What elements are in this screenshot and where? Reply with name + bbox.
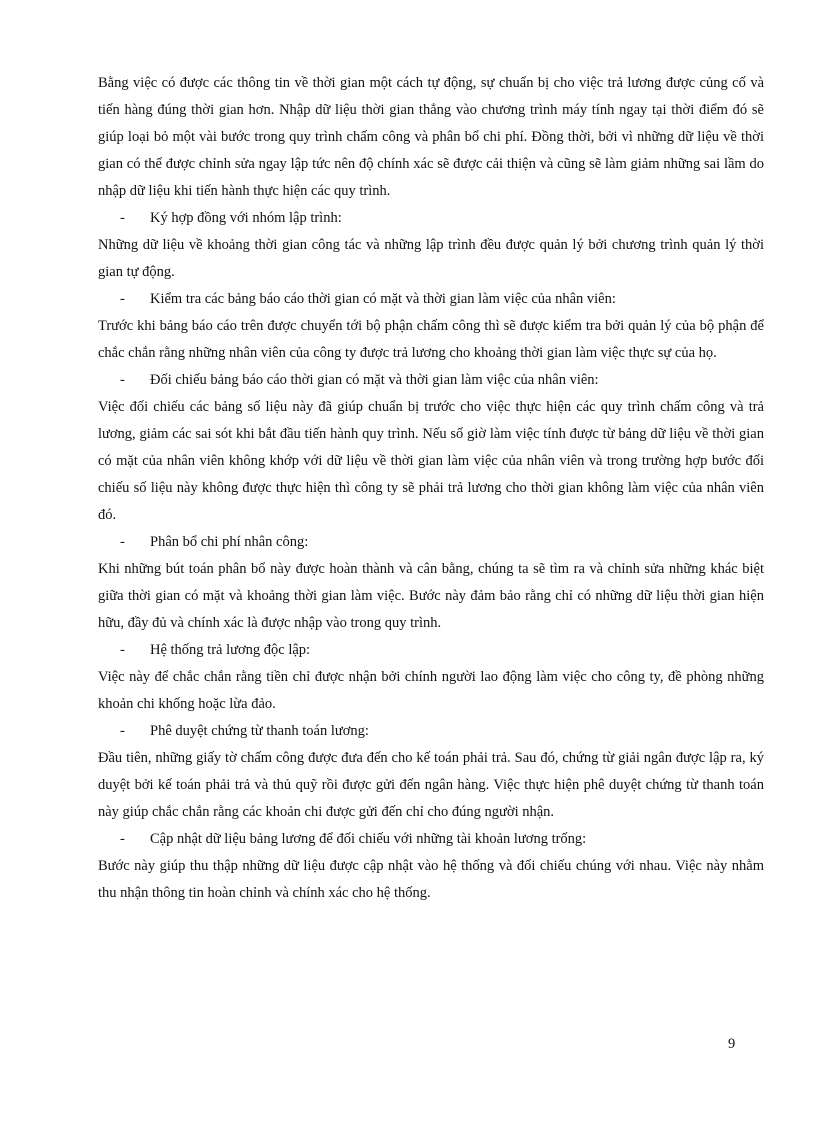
paragraph: Những dữ liệu về khoảng thời gian công tác và những lập trình đều được quản lý bởi chương trình quản lý thời gian tự động. [98,237,764,280]
paragraph: Khi những bút toán phân bổ này được hoàn thành và cân bằng, chúng ta sẽ tìm ra và chỉnh sửa những khác biệt giữa thời gian có mặt và khoảng thời gian làm việc. Bước này đảm bảo rằng chỉ có những dữ liệu thời gian hiện hữu, đầy đủ và chính xác là được nhập vào trong quy trình. [98,561,764,631]
bullet-text: Ký hợp đồng với nhóm lập trình: [150,210,342,226]
bullet-independent-payroll [98,637,764,664]
paragraph: Trước khi bảng báo cáo trên được chuyển tới bộ phận chấm công thì sẽ được kiểm tra bởi quản lý của bộ phận để chắc chắn rằng những nhân viên của công ty được trả lương cho khoảng thời gian làm việc thực sự của họ. [98,318,764,361]
paragraph-intro: Bằng việc có được các thông tin về thời gian một cách tự động, sự chuẩn bị cho việc trả lương được củng cố và tiến hàng đúng thời gian hơn. Nhập dữ liệu thời gian thẳng vào chương trình máy tính ngay tại thời điểm đó sẽ giúp loại bỏ một vài bước trong quy trình chấm công và phân bổ chi phí. Đồng thời, bởi vì những dữ liệu về thời gian có thể được chỉnh sửa ngay lập tức nên độ chính xác sẽ được cải thiện và cũng sẽ làm giảm những sai lầm do nhập dữ liệu khi tiến hành thực hiện các quy trình. [98,75,764,199]
paragraph: Việc đối chiếu các bảng số liệu này đã giúp chuẩn bị trước cho việc thực hiện các quy trình chấm công và trả lương, giảm các sai sót khi bắt đầu tiến hành quy trình. Nếu số giờ làm việc tính được từ bảng dữ liệu về thời gian có mặt của nhân viên không khớp với dữ liệu về thời gian làm việc của nhân viên và trong trường hợp bước đối chiếu số liệu này không được thực hiện thì công ty sẽ phải trả lương cho thời gian không làm việc của nhân viên đó. [98,399,764,523]
bullet-dash: - [120,642,125,658]
bullet-dash: - [120,723,125,739]
bullet-text: Phê duyệt chứng từ thanh toán lương: [150,723,369,739]
paragraph: Bước này giúp thu thập những dữ liệu được cập nhật vào hệ thống và đối chiếu chúng với nhau. Việc này nhằm thu nhận thông tin hoàn chỉnh và chính xác cho hệ thống. [98,858,764,901]
bullet-text: Phân bổ chi phí nhân công: [150,534,309,550]
bullet-dash: - [120,291,125,307]
bullet-dash: - [120,831,125,847]
bullet-text: Đối chiếu bảng báo cáo thời gian có mặt và thời gian làm việc của nhân viên: [150,372,599,388]
bullet-text: Kiểm tra các bảng báo cáo thời gian có mặt và thời gian làm việc của nhân viên: [150,291,616,307]
bullet-contract-programming-team [98,205,764,232]
bullet-dash: - [120,210,125,226]
bullet-dash: - [120,534,125,550]
bullet-approve-payment-vouchers [98,718,764,745]
bullet-reconcile-time-reports [98,367,764,394]
bullet-labor-cost-allocation [98,529,764,556]
paragraph: Đầu tiên, những giấy tờ chấm công được đưa đến cho kế toán phải trả. Sau đó, chứng từ giải ngân được lập ra, ký duyệt bởi kế toán phải trả và thủ quỹ rồi được gửi đến ngân hàng. Việc thực hiện phê duyệt chứng từ thanh toán này giúp chắc chắn rằng các khoản chi được gửi đến chỉ cho đúng người nhận. [98,750,764,820]
bullet-update-payroll-data [98,826,764,853]
document-page [98,70,764,907]
bullet-text: Hệ thống trả lương độc lập: [150,642,311,658]
bullet-text: Cập nhật dữ liệu bảng lương để đối chiếu với những tài khoản lương trống: [150,831,587,847]
bullet-check-time-reports [98,286,764,313]
bullet-dash: - [120,372,125,388]
page-number: 9 [728,1036,736,1052]
paragraph: Việc này để chắc chắn rằng tiền chỉ được nhận bởi chính người lao động làm việc cho công ty, đề phòng những khoản chi khống hoặc lừa đảo. [98,669,764,712]
